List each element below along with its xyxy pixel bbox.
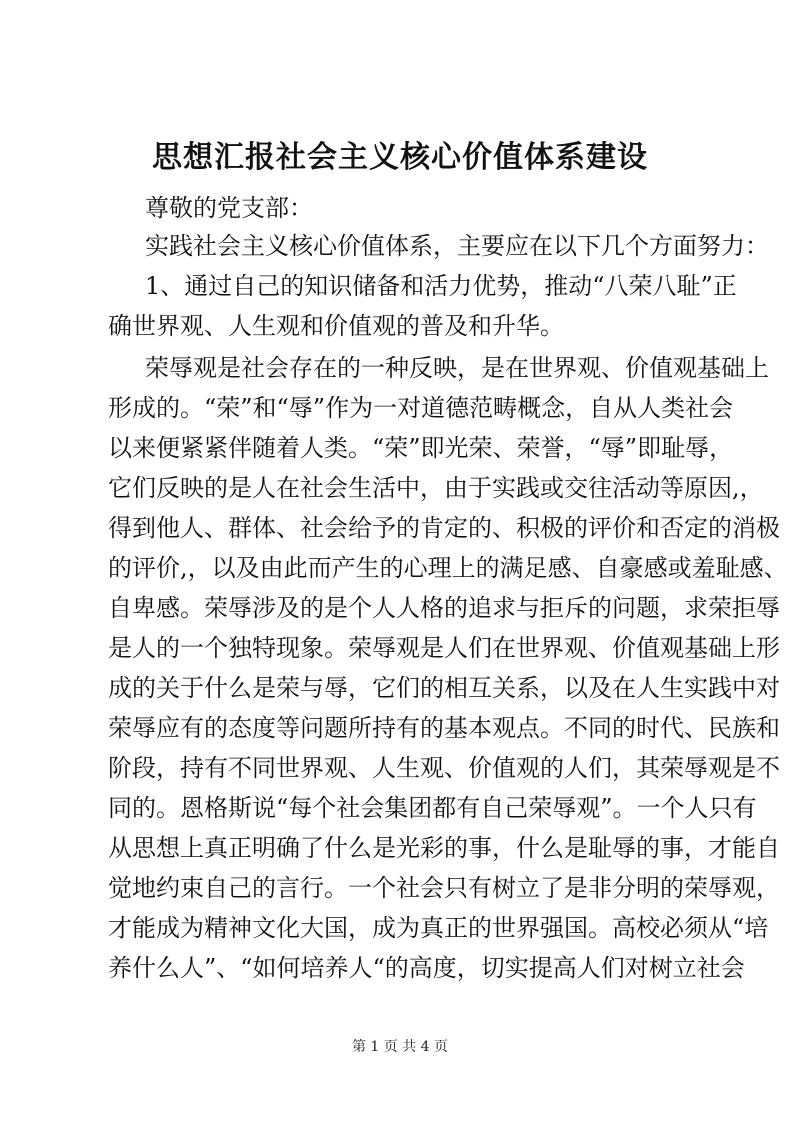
paragraph-line: 从思想上真正明确了什么是光彩的事，什么是耻辱的事，才能自 (108, 834, 780, 862)
paragraph-line: 形成的。“荣”和“辱”作为一对道德范畴概念，自从人类社会 (108, 394, 734, 422)
paragraph-line: 实践社会主义核心价值体系，主要应在以下几个方面努力： (145, 232, 769, 260)
paragraph-line: 荣辱观是社会存在的一种反映，是在世界观、价值观基础上 (145, 354, 769, 382)
paragraph-line: 成的关于什么是荣与辱，它们的相互关系，以及在人生实践中对 (108, 674, 780, 702)
document-title: 思想汇报社会主义核心价值体系建设 (152, 140, 648, 175)
paragraph-line: 是人的一个独特现象。荣辱观是人们在世界观、价值观基础上形 (108, 634, 780, 662)
paragraph-line: 荣辱应有的态度等问题所持有的基本观点。不同的时代、民族和 (108, 714, 780, 742)
paragraph-line: 1、通过自己的知识储备和活力优势，推动“八荣八耻”正 (145, 272, 737, 300)
paragraph-line: 得到他人、群体、社会给予的肯定的、积极的评价和否定的消极 (108, 514, 780, 542)
paragraph-line: 养什么人”、“如何培养人“的高度，切实提高人们对树立社会 (108, 954, 745, 982)
paragraph-line: 自卑感。荣辱涉及的是个人人格的追求与拒斥的问题，求荣拒辱 (108, 594, 780, 622)
paragraph-line: 以来便紧紧伴随着人类。“荣”即光荣、荣誉，“辱”即耻辱， (108, 434, 734, 462)
paragraph-line: 同的。恩格斯说“每个社会集团都有自己荣辱观”。一个人只有 (108, 794, 757, 822)
paragraph-line: 它们反映的是人在社会生活中，由于实践或交往活动等原因,， (108, 474, 764, 502)
paragraph-line: 才能成为精神文化大国，成为真正的世界强国。高校必须从“培 (108, 914, 769, 942)
page-number-footer: 第 1 页 共 4 页 (351, 1039, 449, 1055)
salutation: 尊敬的党支部： (145, 194, 313, 222)
paragraph-line: 的评价,，以及由此而产生的心理上的满足感、自豪感或羞耻感、 (108, 554, 788, 582)
paragraph-line: 觉地约束自己的言行。一个社会只有树立了是非分明的荣辱观， (108, 874, 780, 902)
paragraph-line: 确世界观、人生观和价值观的普及和升华。 (108, 312, 564, 340)
paragraph-line: 阶段，持有不同世界观、人生观、价值观的人们，其荣辱观是不 (108, 754, 780, 782)
